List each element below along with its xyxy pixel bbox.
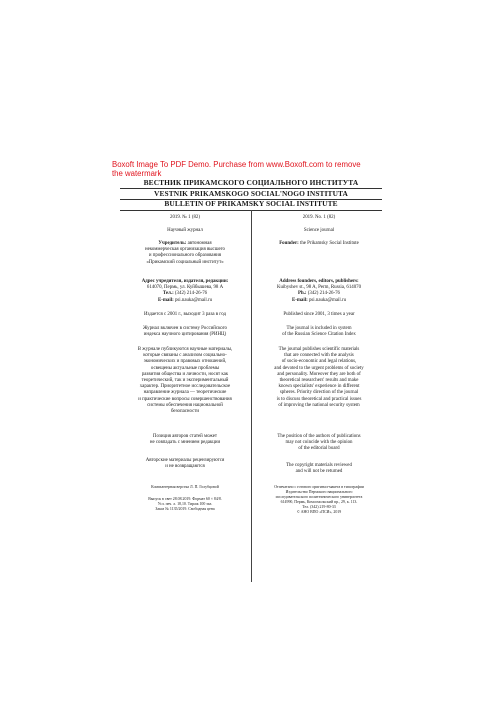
issue-text: 2019. № 1 (82): [170, 215, 200, 220]
copyright-line: Авторские материалы рецензируются: [145, 458, 225, 463]
description-line: которые связаны с анализом социально-: [143, 353, 227, 359]
issue-number: [258, 215, 380, 221]
title-rule-middle: [120, 199, 382, 200]
imprint-line: 614990, Пермь, Комсомольский пр., 29, к. 113.: [280, 500, 358, 504]
imprint-line: Выпуск в свет 28.08.2019. Формат 60 × 84/8.: [148, 497, 222, 501]
imprint-layout: [124, 485, 246, 490]
description-line: spheres. Priority direction of the journal: [279, 390, 359, 396]
address-heading-text: Address founders, editors, publishers:: [279, 279, 359, 284]
journal-type-text: Научный журнал: [167, 228, 203, 233]
copyright-line: The copyright materials reviewed: [286, 463, 352, 468]
column-divider: [251, 210, 252, 582]
position-line: не совпадать с мнением редакции: [149, 440, 221, 446]
description-line: and devoted to the urgent problems of society: [274, 365, 364, 371]
description-line: системы обеспечения национальной: [147, 402, 223, 408]
description-line: and personality. Moreover they are both of: [277, 371, 361, 377]
position-line: The position of the authors of publications: [277, 434, 361, 439]
journal-type: [258, 228, 380, 234]
phone-label: Тел.:: [162, 291, 174, 297]
position-line: may not coincide with the opinion: [285, 440, 353, 446]
email-label: E-mail:: [291, 297, 308, 303]
index-line: The journal is included in system: [286, 326, 352, 331]
copyright-note: [124, 458, 246, 470]
founder-block: [124, 241, 246, 266]
journal-titles: [120, 178, 382, 210]
watermark-line: Boxoft Image To PDF Demo. Purchase from www.Boxoft.com to remove: [112, 160, 361, 169]
copyright-line: and will not be returned: [295, 469, 343, 475]
address-line: 614070, Пермь, ул. Куйбышева, 98 А: [146, 285, 224, 291]
title-russian: ВЕСТНИК ПРИКАМСКОГО СОЦИАЛЬНОГО ИНСТИТУТА: [143, 178, 359, 187]
description-line: of socio-economic and legal relations,: [281, 359, 357, 365]
founder-line: [258, 241, 380, 247]
journal-description: [124, 347, 246, 415]
email-line: [124, 298, 246, 304]
copyright-note: [258, 463, 380, 475]
title-english: BULLETIN OF PRIKAMSKY SOCIAL INSTITUTE: [164, 199, 338, 209]
description-line: безопасности: [170, 409, 200, 415]
description-line: характер. Приоритетное исследовательское: [139, 384, 231, 390]
watermark-text: [112, 160, 372, 178]
index-line: of the Russian Science Citation Index: [282, 332, 356, 338]
imprint-line: Компьютерная верстка Л. П. Голубцовой: [151, 485, 219, 489]
description-line: theoretical researchers' results and make: [279, 378, 359, 384]
founder-text: автономная: [186, 241, 212, 246]
phone-label: Ph.:: [298, 291, 307, 297]
imprint-line: Усл. печ. л. 18,10. Тираж 100 экз.: [157, 502, 213, 506]
imprint-details: [124, 497, 246, 512]
publication-frequency-text: Published since 2001, 3 times a year: [283, 312, 355, 317]
description-line: that are connected with the analysis: [284, 353, 354, 359]
address-block: [258, 279, 380, 304]
imprint-line: Отпечатано с готового оригинал-макета в типографии: [274, 485, 364, 489]
email-value: psi.nauka@mail.ru: [173, 297, 213, 303]
title-rule-top: [120, 188, 382, 189]
issue-text: 2019. No. 1 (82): [302, 215, 336, 220]
address-block: [124, 279, 246, 304]
description-line: развития общества и личности, носят как: [141, 371, 229, 377]
founder-label: Учредитель:: [158, 241, 187, 246]
founder-line: и профессионального образования: [148, 253, 222, 259]
imprint-line: Издательство Пермского национального: [285, 490, 353, 494]
title-transliterated: VESTNIK PRIKAMSKOGO SOCIAL'NOGO INSTITUTA: [154, 188, 348, 198]
journal-type: [124, 228, 246, 234]
imprint-line: Тел. (342) 219-80-33: [302, 505, 336, 509]
copyright-line: и не возвращаются: [165, 464, 205, 470]
imprint-line: исследовательского политехнического университета: [275, 495, 363, 499]
founder-line: «Прикамский социальный институт»: [146, 259, 224, 265]
index-inclusion: [124, 326, 246, 338]
issue-number: [124, 215, 246, 221]
description-line: of improving the national security system: [278, 402, 360, 408]
publication-frequency-text: Издается с 2001 г., выходит 3 раза в год: [143, 312, 226, 317]
index-line: Журнал включен в систему Российского: [143, 326, 227, 331]
publication-frequency: [258, 312, 380, 318]
description-line: освещены актуальные проблемы: [150, 365, 220, 371]
journal-type-text: Science journal: [303, 228, 335, 233]
index-line: индекса научного цитирования (РИНЦ): [143, 332, 227, 338]
publication-frequency: [124, 312, 246, 318]
phone-value: (342) 214-26-76: [306, 291, 340, 297]
address-line: Kuibyshev st., 98 A, Perm, Russia, 614070: [276, 285, 362, 291]
description-line: В журнале публикуются научные материалы,: [137, 347, 233, 352]
journal-description: [258, 347, 380, 409]
watermark-line: the watermark: [112, 169, 162, 178]
description-line: is to discuss theoretical and practical issues: [276, 396, 362, 402]
imprint-line: © АНО ВПО «ПСИ», 2019: [296, 510, 342, 514]
phone-value: (342) 214-26-76: [173, 291, 208, 297]
email-label: E-mail:: [157, 297, 174, 303]
address-heading-text: Адрес учредителя, издателя, редакции:: [141, 279, 229, 284]
email-value: psi.nauka@mail.ru: [307, 297, 347, 303]
position-line: Позиция авторов статей может: [152, 434, 218, 439]
description-line: экономических и правовых отношений,: [143, 359, 227, 365]
author-position-note: [124, 434, 246, 446]
index-inclusion: [258, 326, 380, 338]
founder-label: Founder:: [279, 241, 299, 246]
description-line: направление журнала — теоретические: [143, 390, 227, 396]
email-line: [258, 298, 380, 304]
position-line: of the editorial board: [298, 446, 340, 452]
imprint-printing: [258, 485, 380, 515]
founder-block: [258, 241, 380, 247]
description-line: и практические вопросы совершенствования: [138, 396, 232, 402]
author-position-note: [258, 434, 380, 453]
founder-text: the Prikamsky Social Institute: [298, 241, 359, 246]
imprint-line: Заказ № 1135/2019. Свободная цена: [155, 507, 215, 511]
description-line: The journal publishes scientific materials: [278, 347, 360, 352]
description-line: теоретический, так и экспериментальный: [141, 378, 229, 384]
founder-line: некоммерческая организация высшего: [145, 247, 225, 253]
description-line: known specialists' experience in different: [278, 384, 360, 390]
